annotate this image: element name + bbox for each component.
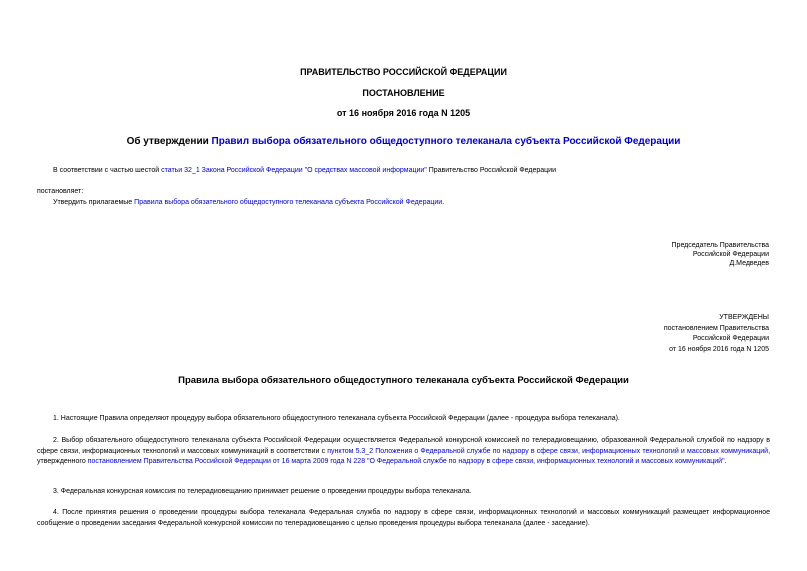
rule-item-3: 3. Федеральная конкурсная комиссия по телерадиовещанию принимает решение о проведении процедуры выбора телеканала. [53,488,472,495]
document-date-number: от 16 ноября 2016 года N 1205 [336,108,471,118]
signature-block [672,241,769,268]
law-article-link[interactable]: статьи 32_1 Закона Российской Федерации "О средствах массовой информации" [161,167,427,174]
approve-rules-link[interactable]: Правила выбора обязательного общедоступного телеканала субъекта Российской Федерации [134,199,443,206]
government-resolution-link[interactable]: постановлением Правительства Российской Федерации от 16 марта 2009 года N 228 "О Федеральной службе по надзору в сфере связи, информационных технологий и массовых коммуникаций" [87,458,725,465]
rule-2-text-a: 2. Выбор обязательного общедоступного телеканала субъекта Российской Федерации осуществляется Федеральной конкурсной комиссией по телерадиовещанию, образованной Федеральной службой по надзору в сфере связи, информационных технологий и массовых коммуникаций в соответствии с [37,437,770,455]
rules-title: Правила выбора обязательного общедоступного телеканала субъекта Российской Федерации [178,375,629,386]
document-type: ПОСТАНОВЛЕНИЕ [362,88,445,98]
title-rules-link[interactable]: Правил выбора обязательного общедоступного телеканала субъекта Российской Федерации [211,136,681,147]
approved-label: УТВЕРЖДЕНЫ [719,314,769,321]
approved-block [664,313,769,355]
approve-text-start: Утвердить прилагаемые [53,199,135,206]
government-heading: ПРАВИТЕЛЬСТВО РОССИЙСКОЙ ФЕДЕРАЦИИ [300,67,507,77]
rule-2-text-c: . [724,458,727,465]
approved-by: постановлением Правительства [663,324,769,332]
signature-country: Российской Федерации [692,251,769,258]
approve-text-end: . [442,199,445,206]
approved-country: Российской Федерации [692,335,769,342]
preamble-text-end: Правительство Российской Федерации [426,167,556,174]
signature-position: Председатель Правительства [671,242,769,249]
approve-paragraph [53,198,444,207]
rule-item-2 [37,436,770,468]
title-prefix: Об утверждении [126,136,212,147]
rule-2-text-b: , утвержденного [37,447,771,465]
rule-item-1: 1. Настоящие Правила определяют процедуру выбора обязательного общедоступного телеканала субъекта Российской Федерации (далее - процедура выбора телеканала). [53,415,620,422]
approved-date: от 16 ноября 2016 года N 1205 [669,345,769,353]
resolves-text: постановляет: [37,188,84,195]
signature-name: Д.Медведев [729,260,769,267]
preamble-text-start: В соответствии с частью шестой [53,167,162,174]
rule-item-4: 4. После принятия решения о проведении процедуры выбора телеканала Федеральная служба по надзору в сфере связи, информационных технологий и массовых коммуникаций размещает информационное сообщение о проведении заседания Федеральной конкурсной комиссии по телерадиовещанию с целью проведения процедуры выбора телеканала (далее - заседание). [37,509,770,527]
preamble [53,166,556,175]
document-title [0,136,807,147]
regulation-clause-link[interactable]: пунктом 5.3_2 Положения о Федеральной службе по надзору в сфере связи, информационных технологий и массовых коммуникаций [327,447,769,455]
